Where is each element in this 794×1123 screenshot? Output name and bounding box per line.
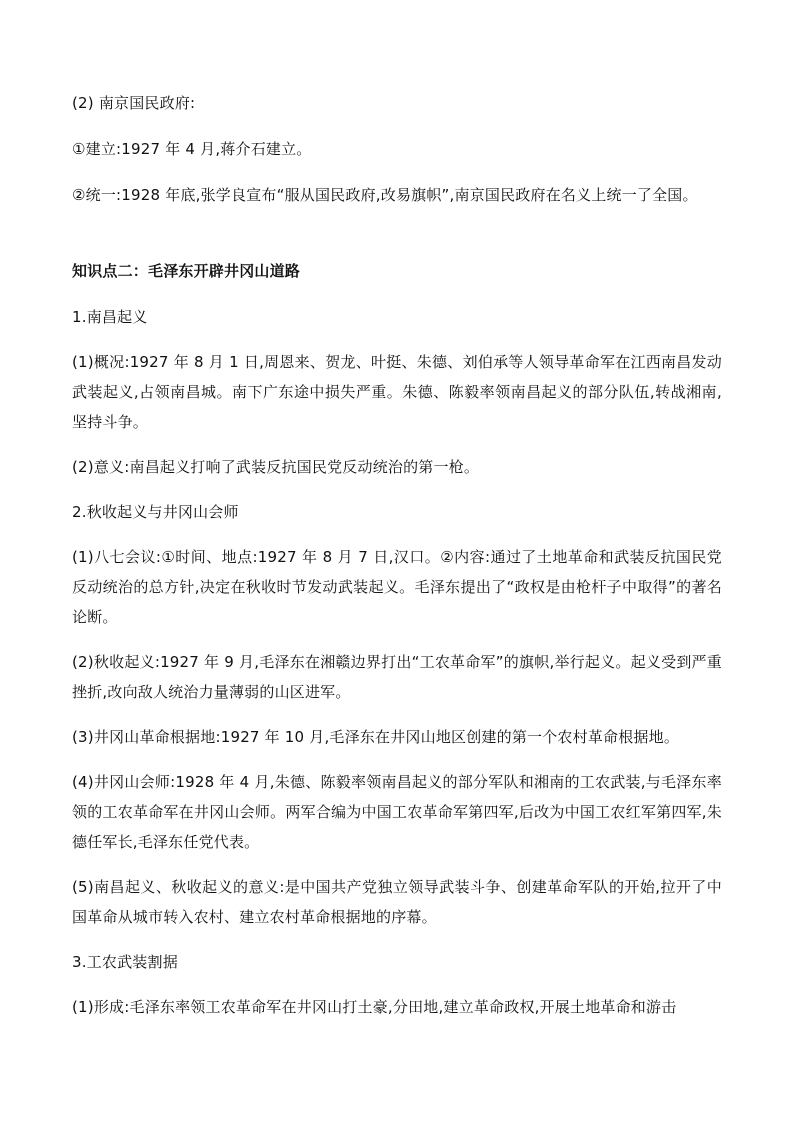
heading-armed-separatism: 3.工农武装割据 <box>72 953 178 971</box>
item-significance: (2)意义:南昌起义打响了武装反抗国民党反动统治的第一枪。 <box>72 458 480 476</box>
item-jinggangshan-base: (3)井冈山革命根据地:1927 年 10 月,毛泽东在井冈山地区创建的第一个农村革命根据地。 <box>72 728 680 746</box>
heading-nanchang-uprising: 1.南昌起义 <box>72 308 148 326</box>
item-overview: (1)概况:1927 年 8 月 1 日,周恩来、贺龙、叶挺、朱德、刘伯承等人领导革命军在江西南昌发动武装起义,占领南昌城。南下广东途中损失严重。朱德、陈毅率领南昌起义的部分队伍,转战湘南,坚持斗争。 <box>72 353 722 431</box>
item-unify: ②统一:1928 年底,张学良宣布“服从国民政府,改易旗帜”,南京国民政府在名义上统一了全国。 <box>72 186 698 204</box>
item-establish: ①建立:1927 年 4 月,蒋介石建立。 <box>72 140 312 158</box>
heading-autumn-harvest: 2.秋收起义与井冈山会师 <box>72 503 239 521</box>
item-formation: (1)形成:毛泽东率领工农革命军在井冈山打土豪,分田地,建立革命政权,开展土地革命和游击 <box>72 998 677 1016</box>
section-heading-knowledge-point-2: 知识点二：毛泽东开辟井冈山道路 <box>72 262 301 280</box>
item-jinggangshan-meeting: (4)井冈山会师:1928 年 4 月,朱德、陈毅率领南昌起义的部分军队和湘南的工农武装,与毛泽东率领的工农革命军在井冈山会师。两军合编为中国工农革命军第四军,后改为中国工农红军第四军,朱德任军长,毛泽东任党代表。 <box>72 773 722 851</box>
subsection-nanjing-government: (2) 南京国民政府: <box>72 94 196 112</box>
item-uprisings-significance: (5)南昌起义、秋收起义的意义:是中国共产党独立领导武装斗争、创建革命军队的开始,拉开了中国革命从城市转入农村、建立农村革命根据地的序幕。 <box>72 878 722 926</box>
item-autumn-uprising: (2)秋收起义:1927 年 9 月,毛泽东在湘赣边界打出“工农革命军”的旗帜,举行起义。起义受到严重挫折,改向敌人统治力量薄弱的山区进军。 <box>72 653 722 701</box>
item-august-seventh-meeting: (1)八七会议:①时间、地点:1927 年 8 月 7 日,汉口。②内容:通过了土地革命和武装反抗国民党反动统治的总方针,决定在秋收时节发动武装起义。毛泽东提出了“政权是由枪杆子中取得”的著名论断。 <box>72 548 722 626</box>
